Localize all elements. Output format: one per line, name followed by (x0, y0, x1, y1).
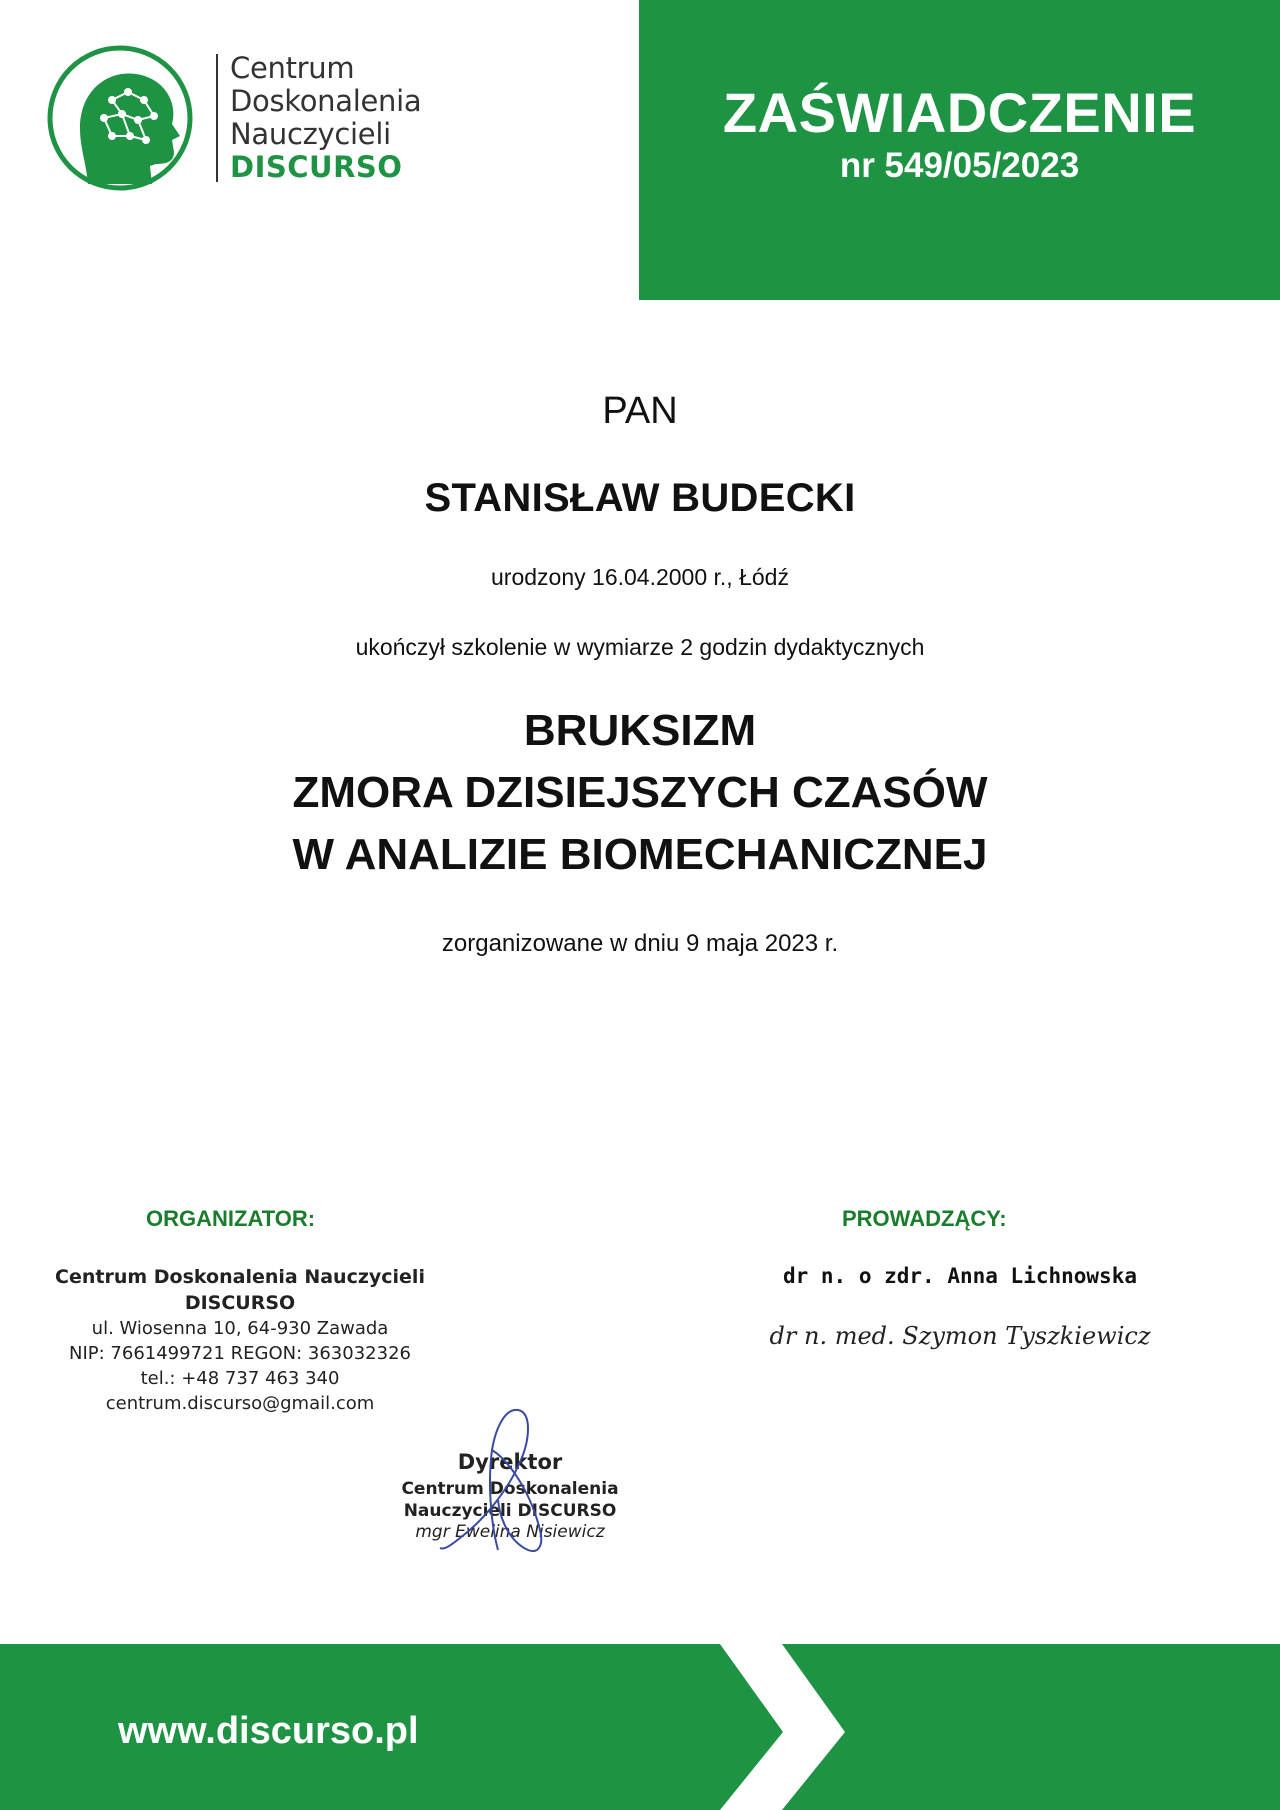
director-org-line: Centrum Doskonalenia (401, 1479, 619, 1499)
logo-brand: DISCURSO (230, 150, 403, 184)
logo-text (230, 52, 421, 184)
certificate-header (639, 0, 1280, 300)
event-date: zorganizowane w dniu 9 maja 2023 r. (441, 930, 839, 957)
director-org-line: Nauczycieli DISCURSO (403, 1501, 617, 1521)
completion-statement: ukończył szkolenie w wymiarze 2 godzin dydaktycznych (355, 634, 925, 660)
logo-line-2: Doskonalenia (230, 84, 422, 118)
leader-1: dr n. o zdr. Anna Lichnowska (782, 1264, 1137, 1288)
website-link[interactable]: www.discurso.pl (118, 1710, 419, 1752)
stamp-phone: tel.: +48 737 463 340 (140, 1368, 340, 1389)
director-name: mgr Ewelina Nisiewicz (415, 1522, 605, 1542)
logo-divider (216, 54, 218, 182)
director-title: Dyrektor (457, 1450, 563, 1474)
recipient-name: STANISŁAW BUDECKI (424, 476, 856, 520)
stamp-org-brand: DISCURSO (184, 1292, 296, 1314)
course-title-line: W ANALIZIE BIOMECHANICZNEJ (292, 830, 988, 879)
director-stamp (380, 1400, 640, 1560)
stamp-tax-ids: NIP: 7661499721 REGON: 363032326 (69, 1343, 411, 1364)
logo-line-1: Centrum (230, 51, 355, 85)
organizer-label: ORGANIZATOR: (146, 1206, 316, 1231)
certificate-title: ZAŚWIADCZENIE (722, 81, 1197, 144)
stamp-email: centrum.discurso@gmail.com (105, 1393, 375, 1414)
leader-2: dr n. med. Szymon Tyszkiewicz (769, 1322, 1151, 1350)
course-title (0, 700, 1280, 886)
birth-info: urodzony 16.04.2000 r., Łódź (491, 564, 789, 590)
organizer-stamp (40, 1264, 440, 1416)
course-title-line: BRUKSIZM (523, 706, 757, 755)
head-network-icon (46, 44, 196, 194)
logo-line-3: Nauczycieli (230, 117, 391, 151)
salutation: PAN (602, 390, 678, 432)
course-title-line: ZMORA DZISIEJSZYCH CZASÓW (292, 768, 988, 817)
stamp-address: ul. Wiosenna 10, 64-930 Zawada (91, 1318, 389, 1339)
director-signature (380, 1400, 640, 1560)
organization-logo (46, 44, 466, 194)
stamp-org-name: Centrum Doskonalenia Nauczycieli (55, 1266, 425, 1288)
certificate-number: nr 549/05/2023 (839, 146, 1080, 185)
leaders-label: PROWADZĄCY: (842, 1206, 1007, 1231)
